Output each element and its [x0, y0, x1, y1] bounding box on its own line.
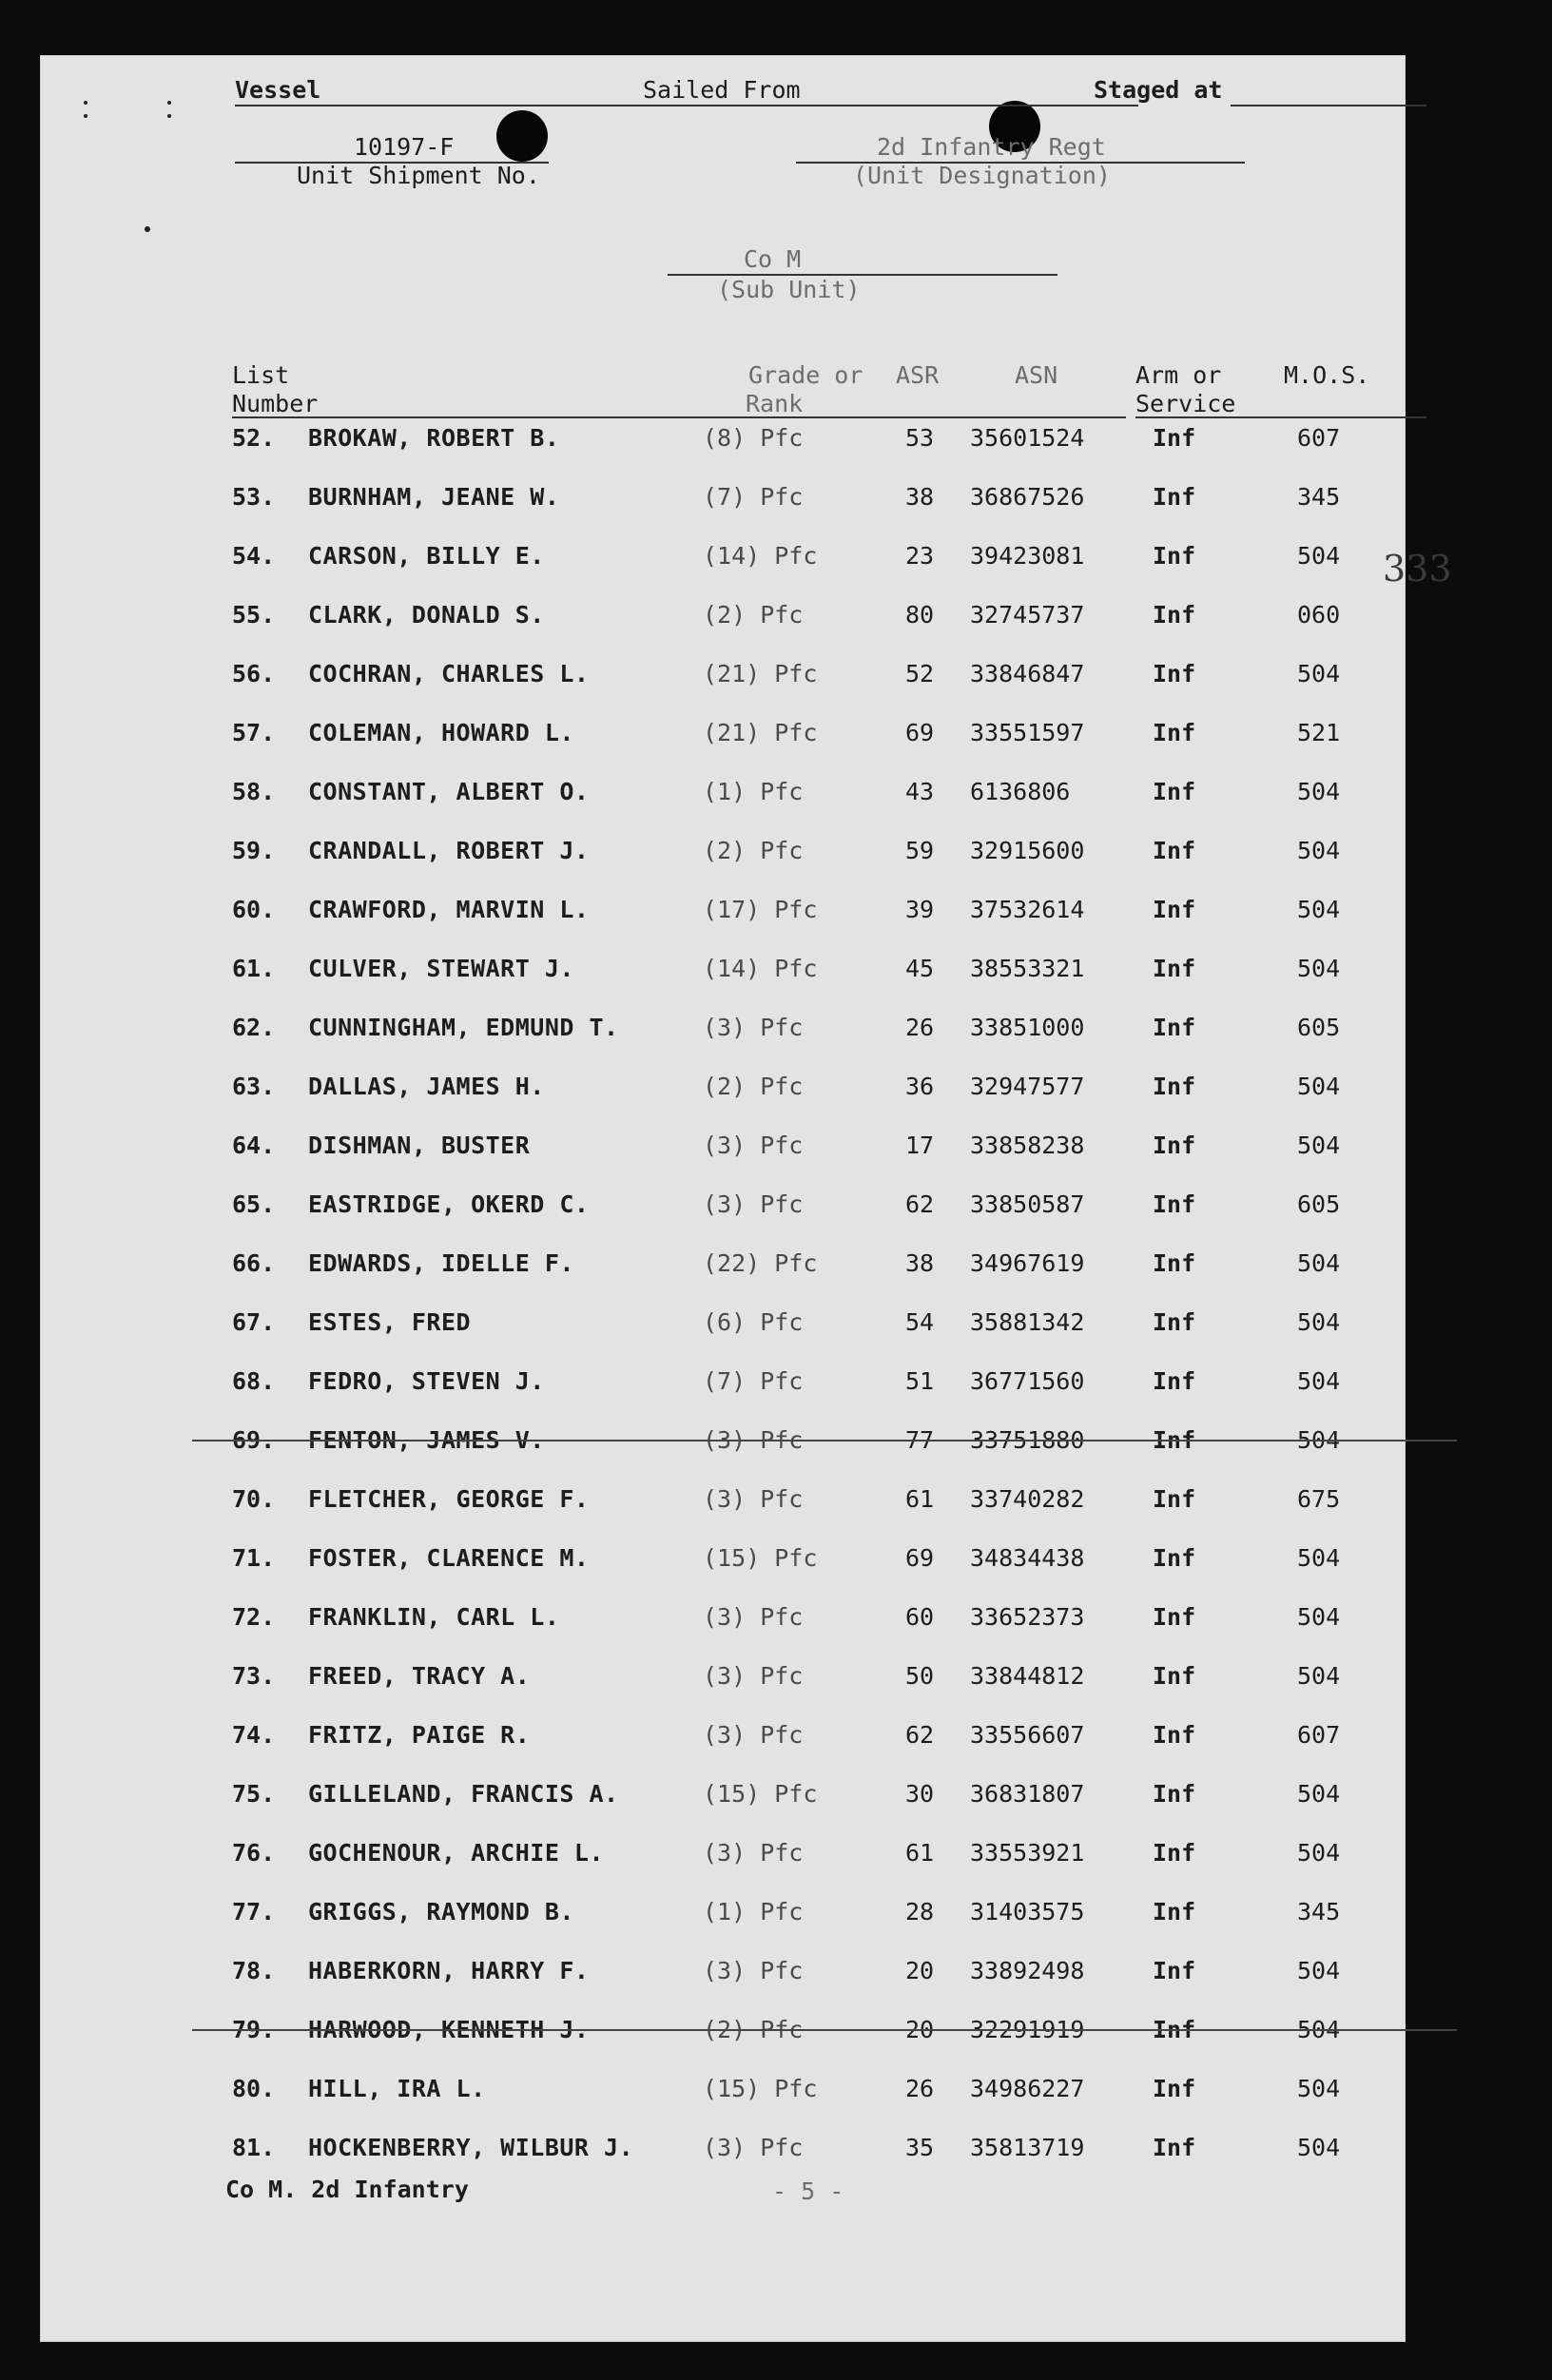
table-row — [40, 1485, 1406, 1523]
cell-arm: Inf — [1153, 955, 1196, 982]
cell-name: HARWOOD, KENNETH J. — [308, 2016, 590, 2043]
cell-mos: 504 — [1297, 1367, 1341, 1395]
punch-hole-left — [496, 110, 548, 162]
table-row — [40, 837, 1406, 875]
col-grade-1: Grade or — [748, 361, 863, 389]
cell-mos: 504 — [1297, 2016, 1341, 2043]
table-row — [40, 542, 1406, 580]
vessel-label: Vessel — [235, 76, 321, 104]
cell-arm: Inf — [1153, 2075, 1196, 2102]
cell-arm: Inf — [1153, 1839, 1196, 1867]
table-row — [40, 1957, 1406, 1995]
cell-name: ESTES, FRED — [308, 1308, 472, 1336]
cell-num: 79. — [232, 2016, 276, 2043]
table-row — [40, 1426, 1406, 1464]
footer-unit-line: Co M. 2d Infantry — [225, 2176, 469, 2203]
cell-arm: Inf — [1153, 1190, 1196, 1218]
cell-arm: Inf — [1153, 1485, 1196, 1513]
cell-asr: 45 — [905, 955, 935, 982]
sailed-from-label: Sailed From — [643, 76, 801, 104]
table-row — [40, 1544, 1406, 1582]
cell-num: 58. — [232, 778, 276, 805]
cell-num: 70. — [232, 1485, 276, 1513]
table-row — [40, 1190, 1406, 1229]
cell-asr: 39 — [905, 896, 935, 923]
cell-arm: Inf — [1153, 1073, 1196, 1100]
cell-arm: Inf — [1153, 483, 1196, 511]
cell-asr: 26 — [905, 1014, 935, 1041]
cell-asn: 32291919 — [970, 2016, 1085, 2043]
cell-mos: 504 — [1297, 1073, 1341, 1100]
cell-asn: 6136806 — [970, 778, 1071, 805]
cell-asr: 60 — [905, 1603, 935, 1631]
cell-grade: (3) Pfc — [703, 1839, 804, 1867]
table-row — [40, 2075, 1406, 2113]
cell-asr: 61 — [905, 1485, 935, 1513]
cell-mos: 504 — [1297, 2075, 1341, 2102]
cell-mos: 607 — [1297, 424, 1341, 452]
cell-asr: 59 — [905, 837, 935, 864]
cell-num: 65. — [232, 1190, 276, 1218]
cell-name: DISHMAN, BUSTER — [308, 1132, 531, 1159]
col-grade-2: Rank — [746, 390, 804, 417]
cell-grade: (3) Pfc — [703, 1426, 804, 1454]
cell-asr: 30 — [905, 1780, 935, 1808]
cell-num: 74. — [232, 1721, 276, 1749]
cell-asn: 32745737 — [970, 601, 1085, 629]
table-row — [40, 424, 1406, 462]
cell-arm: Inf — [1153, 1426, 1196, 1454]
staged-at-label: Staged at — [1094, 76, 1223, 104]
table-row — [40, 2016, 1406, 2054]
table-row — [40, 483, 1406, 521]
cell-arm: Inf — [1153, 1780, 1196, 1808]
cell-mos: 504 — [1297, 1132, 1341, 1159]
cell-grade: (17) Pfc — [703, 896, 818, 923]
cell-arm: Inf — [1153, 1898, 1196, 1925]
cell-asr: 36 — [905, 1073, 935, 1100]
cell-mos: 504 — [1297, 660, 1341, 687]
cell-asr: 51 — [905, 1367, 935, 1395]
cell-num: 69. — [232, 1426, 276, 1454]
cell-num: 78. — [232, 1957, 276, 1984]
cell-name: COLEMAN, HOWARD L. — [308, 719, 574, 746]
cell-num: 71. — [232, 1544, 276, 1572]
cell-arm: Inf — [1153, 1132, 1196, 1159]
cell-asr: 20 — [905, 2016, 935, 2043]
cell-arm: Inf — [1153, 2134, 1196, 2161]
cell-mos: 504 — [1297, 1308, 1341, 1336]
cell-name: COCHRAN, CHARLES L. — [308, 660, 590, 687]
table-row — [40, 1898, 1406, 1936]
cell-asn: 34967619 — [970, 1249, 1085, 1277]
cell-mos: 504 — [1297, 2134, 1341, 2161]
cell-mos: 345 — [1297, 483, 1341, 511]
unit-designation-label: (Unit Designation) — [853, 162, 1111, 189]
cell-arm: Inf — [1153, 1721, 1196, 1749]
cell-name: CUNNINGHAM, EDMUND T. — [308, 1014, 619, 1041]
cell-asr: 53 — [905, 424, 935, 452]
speck — [167, 114, 171, 118]
margin-number: 333 — [1383, 548, 1452, 590]
col-header-underline-right — [1135, 416, 1426, 418]
cell-grade: (7) Pfc — [703, 483, 804, 511]
cell-grade: (22) Pfc — [703, 1249, 818, 1277]
unit-shipment-number: 10197-F — [354, 133, 455, 161]
cell-asn: 32947577 — [970, 1073, 1085, 1100]
cell-asr: 28 — [905, 1898, 935, 1925]
cell-name: CRANDALL, ROBERT J. — [308, 837, 590, 864]
cell-arm: Inf — [1153, 1957, 1196, 1984]
col-arm-2: Service — [1135, 390, 1236, 417]
table-row — [40, 1249, 1406, 1287]
cell-name: EDWARDS, IDELLE F. — [308, 1249, 574, 1277]
cell-name: FREED, TRACY A. — [308, 1662, 531, 1690]
cell-num: 61. — [232, 955, 276, 982]
cell-mos: 675 — [1297, 1485, 1341, 1513]
cell-mos: 521 — [1297, 719, 1341, 746]
cell-grade: (1) Pfc — [703, 1898, 804, 1925]
cell-arm: Inf — [1153, 778, 1196, 805]
cell-num: 73. — [232, 1662, 276, 1690]
table-row — [40, 955, 1406, 993]
cell-asr: 23 — [905, 542, 935, 570]
strikethrough-line — [192, 2029, 1457, 2031]
cell-asr: 54 — [905, 1308, 935, 1336]
col-asn: ASN — [1015, 361, 1058, 389]
cell-grade: (3) Pfc — [703, 1190, 804, 1218]
cell-name: DALLAS, JAMES H. — [308, 1073, 545, 1100]
cell-name: FLETCHER, GEORGE F. — [308, 1485, 590, 1513]
cell-asn: 36831807 — [970, 1780, 1085, 1808]
cell-name: BROKAW, ROBERT B. — [308, 424, 560, 452]
cell-arm: Inf — [1153, 719, 1196, 746]
cell-mos: 605 — [1297, 1190, 1341, 1218]
cell-arm: Inf — [1153, 1367, 1196, 1395]
cell-asn: 33844812 — [970, 1662, 1085, 1690]
cell-mos: 504 — [1297, 955, 1341, 982]
unit-shipment-label: Unit Shipment No. — [297, 162, 540, 189]
cell-grade: (6) Pfc — [703, 1308, 804, 1336]
cell-grade: (3) Pfc — [703, 1014, 804, 1041]
cell-grade: (3) Pfc — [703, 1721, 804, 1749]
cell-mos: 605 — [1297, 1014, 1341, 1041]
cell-name: FRITZ, PAIGE R. — [308, 1721, 531, 1749]
table-row — [40, 1721, 1406, 1759]
cell-grade: (14) Pfc — [703, 955, 818, 982]
staged-at-underline — [1231, 105, 1426, 106]
cell-mos: 504 — [1297, 1603, 1341, 1631]
cell-arm: Inf — [1153, 601, 1196, 629]
strikethrough-line — [192, 1440, 1457, 1442]
cell-arm: Inf — [1153, 424, 1196, 452]
cell-mos: 504 — [1297, 1249, 1341, 1277]
cell-arm: Inf — [1153, 1544, 1196, 1572]
cell-name: HILL, IRA L. — [308, 2075, 486, 2102]
sub-unit-label: (Sub Unit) — [717, 276, 861, 303]
cell-asr: 61 — [905, 1839, 935, 1867]
cell-asr: 77 — [905, 1426, 935, 1454]
cell-mos: 504 — [1297, 778, 1341, 805]
cell-num: 80. — [232, 2075, 276, 2102]
cell-mos: 504 — [1297, 1662, 1341, 1690]
cell-asn: 38553321 — [970, 955, 1085, 982]
table-row — [40, 719, 1406, 757]
cell-name: CLARK, DONALD S. — [308, 601, 545, 629]
cell-arm: Inf — [1153, 1249, 1196, 1277]
cell-name: CRAWFORD, MARVIN L. — [308, 896, 590, 923]
cell-asn: 33652373 — [970, 1603, 1085, 1631]
table-row — [40, 1308, 1406, 1346]
cell-asr: 50 — [905, 1662, 935, 1690]
cell-num: 62. — [232, 1014, 276, 1041]
cell-mos: 504 — [1297, 1426, 1341, 1454]
cell-mos: 504 — [1297, 542, 1341, 570]
vessel-underline — [235, 105, 454, 106]
cell-mos: 504 — [1297, 1780, 1341, 1808]
col-list-1: List — [232, 361, 290, 389]
cell-grade: (2) Pfc — [703, 837, 804, 864]
cell-asn: 33556607 — [970, 1721, 1085, 1749]
col-arm-1: Arm or — [1135, 361, 1222, 389]
cell-num: 75. — [232, 1780, 276, 1808]
cell-mos: 607 — [1297, 1721, 1341, 1749]
cell-asn: 36867526 — [970, 483, 1085, 511]
cell-asn: 34834438 — [970, 1544, 1085, 1572]
cell-name: HOCKENBERRY, WILBUR J. — [308, 2134, 634, 2161]
cell-mos: 504 — [1297, 837, 1341, 864]
cell-asn: 36771560 — [970, 1367, 1085, 1395]
cell-asn: 33846847 — [970, 660, 1085, 687]
cell-num: 72. — [232, 1603, 276, 1631]
cell-asr: 26 — [905, 2075, 935, 2102]
table-row — [40, 2134, 1406, 2172]
cell-mos: 504 — [1297, 896, 1341, 923]
cell-grade: (2) Pfc — [703, 1073, 804, 1100]
cell-name: HABERKORN, HARRY F. — [308, 1957, 590, 1984]
cell-asn: 33551597 — [970, 719, 1085, 746]
cell-arm: Inf — [1153, 1014, 1196, 1041]
cell-asn: 33850587 — [970, 1190, 1085, 1218]
cell-asr: 52 — [905, 660, 935, 687]
cell-asr: 43 — [905, 778, 935, 805]
cell-asn: 33892498 — [970, 1957, 1085, 1984]
cell-grade: (3) Pfc — [703, 1485, 804, 1513]
cell-name: BURNHAM, JEANE W. — [308, 483, 560, 511]
cell-num: 59. — [232, 837, 276, 864]
cell-mos: 504 — [1297, 1544, 1341, 1572]
cell-name: FOSTER, CLARENCE M. — [308, 1544, 590, 1572]
cell-arm: Inf — [1153, 837, 1196, 864]
col-asr: ASR — [896, 361, 940, 389]
cell-num: 77. — [232, 1898, 276, 1925]
cell-arm: Inf — [1153, 1662, 1196, 1690]
table-row — [40, 1073, 1406, 1111]
cell-grade: (3) Pfc — [703, 1603, 804, 1631]
cell-grade: (21) Pfc — [703, 660, 818, 687]
cell-asn: 33751880 — [970, 1426, 1085, 1454]
unit-designation: 2d Infantry Regt — [877, 133, 1106, 161]
cell-asr: 38 — [905, 1249, 935, 1277]
cell-name: CULVER, STEWART J. — [308, 955, 574, 982]
cell-name: GOCHENOUR, ARCHIE L. — [308, 1839, 605, 1867]
cell-asn: 39423081 — [970, 542, 1085, 570]
cell-asr: 62 — [905, 1721, 935, 1749]
cell-arm: Inf — [1153, 896, 1196, 923]
table-row — [40, 1662, 1406, 1700]
cell-grade: (15) Pfc — [703, 1780, 818, 1808]
cell-num: 53. — [232, 483, 276, 511]
cell-num: 52. — [232, 424, 276, 452]
cell-asn: 37532614 — [970, 896, 1085, 923]
cell-asr: 20 — [905, 1957, 935, 1984]
speck — [167, 101, 171, 105]
cell-asn: 35813719 — [970, 2134, 1085, 2161]
cell-name: CARSON, BILLY E. — [308, 542, 545, 570]
table-row — [40, 1132, 1406, 1170]
cell-num: 67. — [232, 1308, 276, 1336]
cell-asr: 17 — [905, 1132, 935, 1159]
cell-mos: 504 — [1297, 1957, 1341, 1984]
cell-asr: 69 — [905, 719, 935, 746]
cell-asr: 38 — [905, 483, 935, 511]
cell-asn: 35881342 — [970, 1308, 1085, 1336]
table-row — [40, 896, 1406, 934]
cell-arm: Inf — [1153, 1308, 1196, 1336]
cell-arm: Inf — [1153, 660, 1196, 687]
cell-grade: (2) Pfc — [703, 601, 804, 629]
cell-num: 68. — [232, 1367, 276, 1395]
cell-name: CONSTANT, ALBERT O. — [308, 778, 590, 805]
cell-arm: Inf — [1153, 2016, 1196, 2043]
cell-asn: 34986227 — [970, 2075, 1085, 2102]
table-row — [40, 1014, 1406, 1052]
cell-grade: (7) Pfc — [703, 1367, 804, 1395]
cell-arm: Inf — [1153, 542, 1196, 570]
sub-unit: Co M — [744, 245, 802, 273]
col-list-2: Number — [232, 390, 319, 417]
cell-asn: 33553921 — [970, 1839, 1085, 1867]
col-mos: M.O.S. — [1284, 361, 1370, 389]
cell-num: 56. — [232, 660, 276, 687]
table-row — [40, 778, 1406, 816]
cell-grade: (21) Pfc — [703, 719, 818, 746]
table-row — [40, 1367, 1406, 1405]
cell-grade: (3) Pfc — [703, 2134, 804, 2161]
cell-name: GILLELAND, FRANCIS A. — [308, 1780, 619, 1808]
cell-asr: 69 — [905, 1544, 935, 1572]
cell-grade: (15) Pfc — [703, 2075, 818, 2102]
cell-num: 81. — [232, 2134, 276, 2161]
cell-grade: (8) Pfc — [703, 424, 804, 452]
cell-num: 57. — [232, 719, 276, 746]
speck — [145, 226, 150, 232]
cell-grade: (3) Pfc — [703, 1957, 804, 1984]
cell-asr: 35 — [905, 2134, 935, 2161]
table-row — [40, 601, 1406, 639]
cell-asn: 35601524 — [970, 424, 1085, 452]
sailed-from-underline — [454, 105, 1138, 106]
cell-grade: (14) Pfc — [703, 542, 818, 570]
cell-asr: 62 — [905, 1190, 935, 1218]
cell-grade: (3) Pfc — [703, 1662, 804, 1690]
table-row — [40, 660, 1406, 698]
cell-asn: 33740282 — [970, 1485, 1085, 1513]
table-row — [40, 1780, 1406, 1818]
cell-num: 60. — [232, 896, 276, 923]
cell-asn: 33851000 — [970, 1014, 1085, 1041]
speck — [84, 101, 87, 105]
cell-grade: (2) Pfc — [703, 2016, 804, 2043]
cell-name: FEDRO, STEVEN J. — [308, 1367, 545, 1395]
cell-name: GRIGGS, RAYMOND B. — [308, 1898, 574, 1925]
cell-mos: 060 — [1297, 601, 1341, 629]
cell-name: FENTON, JAMES V. — [308, 1426, 545, 1454]
cell-grade: (3) Pfc — [703, 1132, 804, 1159]
cell-asn: 33858238 — [970, 1132, 1085, 1159]
cell-mos: 345 — [1297, 1898, 1341, 1925]
cell-asn: 32915600 — [970, 837, 1085, 864]
roster-sheet — [40, 55, 1452, 2342]
cell-num: 63. — [232, 1073, 276, 1100]
cell-num: 76. — [232, 1839, 276, 1867]
cell-asr: 80 — [905, 601, 935, 629]
cell-mos: 504 — [1297, 1839, 1341, 1867]
footer-page-number: - 5 - — [772, 2177, 844, 2205]
cell-grade: (15) Pfc — [703, 1544, 818, 1572]
cell-num: 64. — [232, 1132, 276, 1159]
cell-num: 54. — [232, 542, 276, 570]
table-row — [40, 1603, 1406, 1641]
col-header-underline-left — [232, 416, 1126, 418]
cell-grade: (1) Pfc — [703, 778, 804, 805]
speck — [84, 114, 87, 118]
cell-asn: 31403575 — [970, 1898, 1085, 1925]
table-row — [40, 1839, 1406, 1877]
cell-name: EASTRIDGE, OKERD C. — [308, 1190, 590, 1218]
cell-name: FRANKLIN, CARL L. — [308, 1603, 560, 1631]
cell-arm: Inf — [1153, 1603, 1196, 1631]
cell-num: 55. — [232, 601, 276, 629]
cell-num: 66. — [232, 1249, 276, 1277]
